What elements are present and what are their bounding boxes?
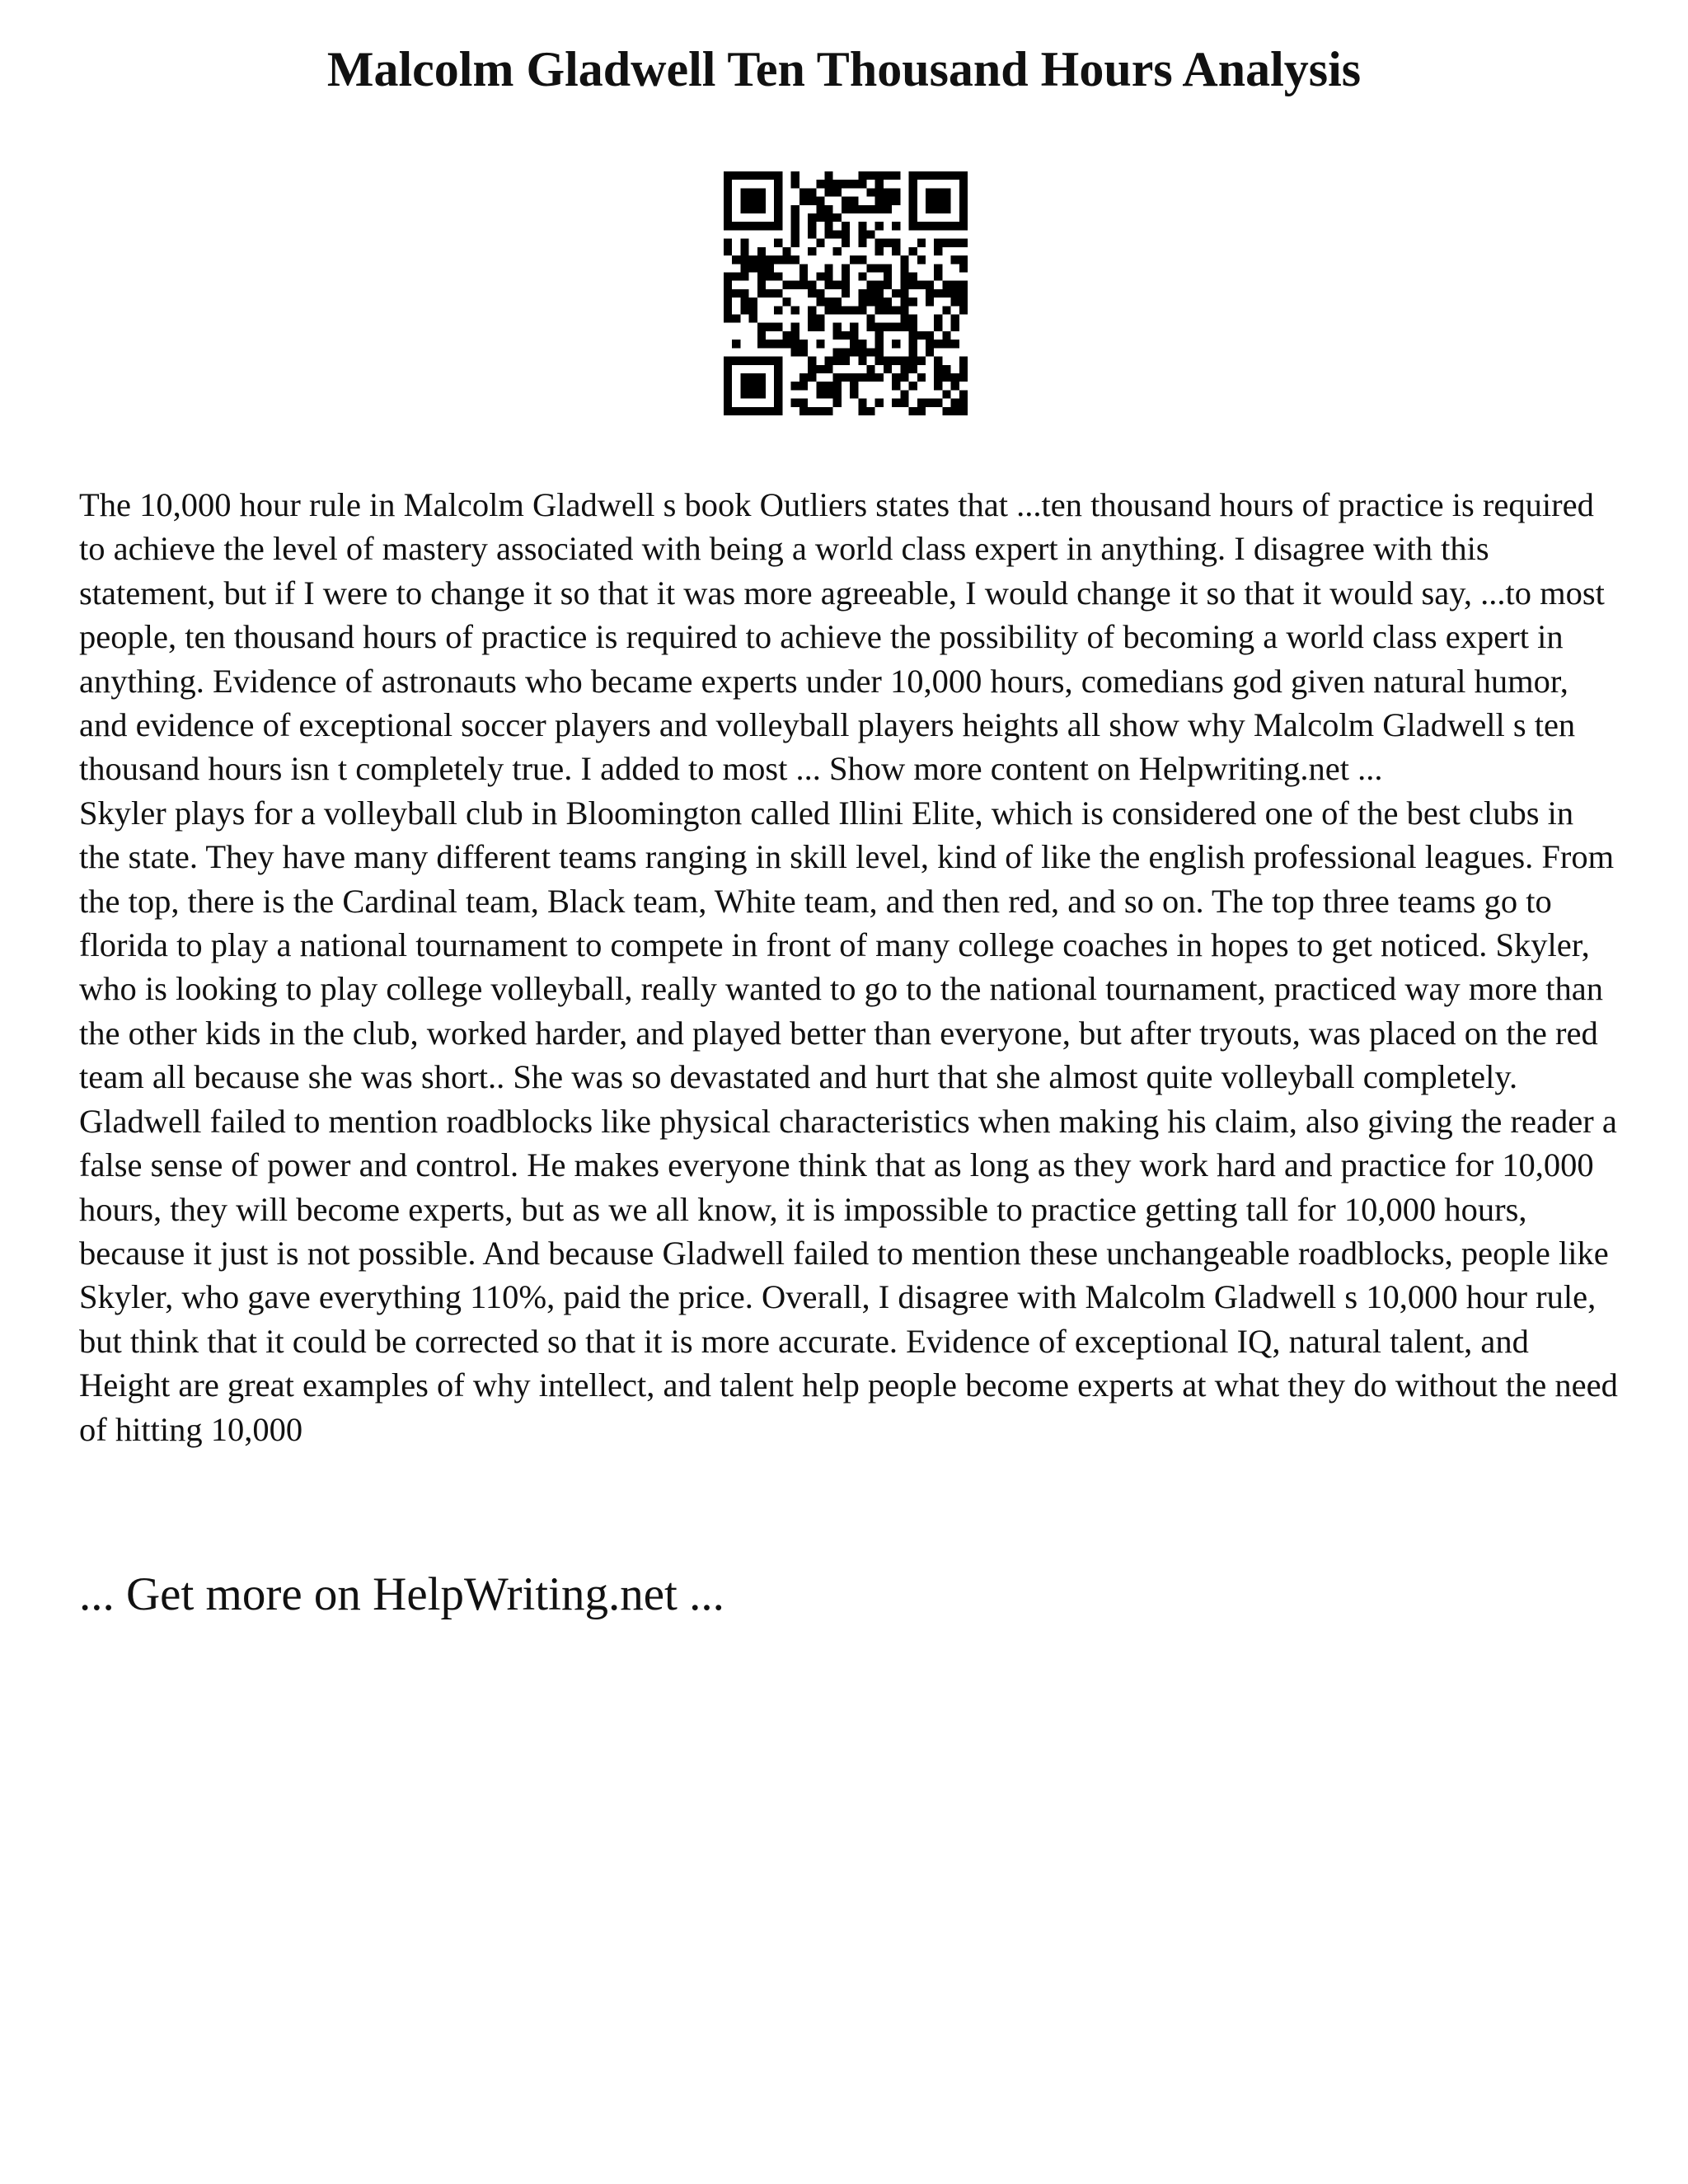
- paragraph-2: Skyler plays for a volleyball club in Bloomington called Illini Elite, which is considered one of the best clubs in the state. They have many different teams ranging in skill level, kind of like the english professional leagues. From the top, there is the Cardinal team, Black team, White team, and then red, and so on. The top three teams go to florida to play a national tournament to compete in front of many college coaches in hopes to get noticed. Skyler, who is looking to play college volleyball, really wanted to go to the national tournament, practiced way more than the other kids in the club, worked harder, and played better than everyone, but after tryouts, was placed on the red team all because she was short.. She was so devastated and hurt that she almost quite volleyball completely. Gladwell failed to mention roadblocks like physical characteristics when making his claim, also giving the reader a false sense of power and control. He makes everyone think that as long as they work hard and practice for 10,000 hours, they will become experts, but as we all know, it is impossible to practice getting tall for 10,000 hours, because it just is not possible. And because Gladwell failed to mention these unchangeable roadblocks, people like Skyler, who gave everything 110%, paid the price. Overall, I disagree with Malcolm Gladwell s 10,000 hour rule, but think that it could be corrected so that it is more accurate. Evidence of exceptional IQ, natural talent, and Height are great examples of why intellect, and talent help people become experts at what they do without the need of hitting 10,000: [79, 794, 1618, 1448]
- get-more-link[interactable]: ... Get more on HelpWriting.net ...: [79, 1568, 724, 1620]
- paragraph-1: The 10,000 hour rule in Malcolm Gladwell s book Outliers states that ...ten thousand hours of practice is required to achieve the level of mastery associated with being a world class expert in anything. I disagree with this statement, but if I were to change it so that it was more agreeable, I would change it so that it would say, ...to most people, ten thousand hours of practice is required to achieve the possibility of becoming a world class expert in anything. Evidence of astronauts who became experts under 10,000 hours, comedians god given natural humor, and evidence of exceptional soccer players and volleyball players heights all show why Malcolm Gladwell s ten thousand hours isn t completely true. I added to most ... Show more content on Helpwriting.net ...: [79, 486, 1605, 788]
- qr-code-icon: [724, 171, 968, 415]
- article-body: [79, 483, 1620, 1451]
- page-title: Malcolm Gladwell Ten Thousand Hours Analysis: [326, 42, 1362, 96]
